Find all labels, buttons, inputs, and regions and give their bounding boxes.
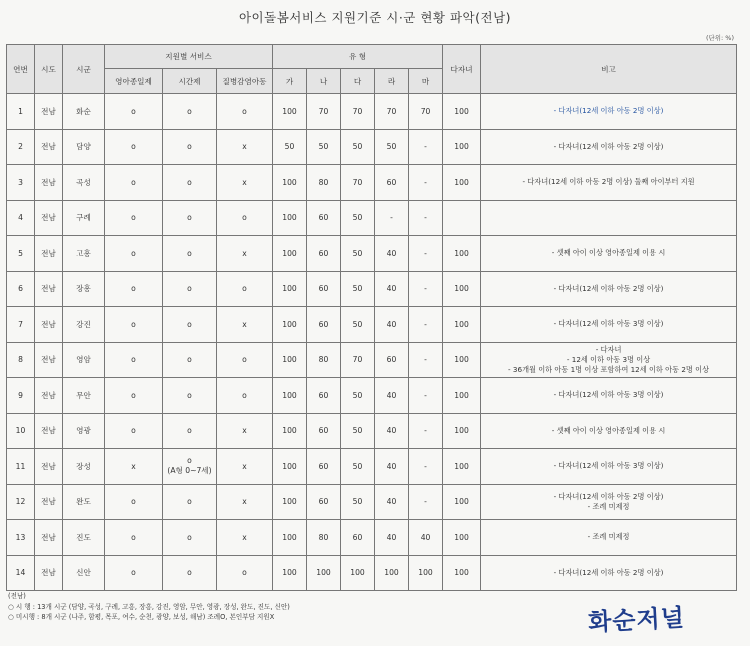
row-note-line: - 다자녀(12세 이하 아동 3명 이상) <box>553 461 664 471</box>
row-type-na: 60 <box>307 236 341 272</box>
row-type-na: 100 <box>307 555 341 591</box>
row-type-ga: 100 <box>273 449 307 485</box>
row-sigun: 진도 <box>63 520 105 556</box>
row-type-ma: 70 <box>409 94 443 130</box>
row-type-na: 60 <box>307 271 341 307</box>
row-note-line: - 다자녀 <box>595 344 622 354</box>
row-note-line: - 12세 이하 아동 3명 이상 <box>566 354 651 364</box>
row-type-na: 70 <box>307 94 341 130</box>
row-type-ma: - <box>409 484 443 520</box>
row-no: 13 <box>7 520 35 556</box>
row-no: 9 <box>7 378 35 414</box>
row-type-da: 50 <box>341 129 375 165</box>
row-no: 8 <box>7 342 35 378</box>
row-no: 14 <box>7 555 35 591</box>
row-type-ga: 100 <box>273 342 307 378</box>
row-type-na: 60 <box>307 378 341 414</box>
row-service-full: o <box>105 94 163 130</box>
table-row <box>7 449 737 485</box>
row-sigun: 영광 <box>63 413 105 449</box>
row-service-full: o <box>105 555 163 591</box>
row-sigun: 강진 <box>63 307 105 343</box>
row-type-ra: 60 <box>375 165 409 201</box>
row-type-na: 60 <box>307 413 341 449</box>
row-no: 1 <box>7 94 35 130</box>
row-service-full: o <box>105 129 163 165</box>
row-note-line: - 조례 미제정 <box>587 501 630 511</box>
row-service-time-mark: o <box>187 456 192 466</box>
row-type-ga: 100 <box>273 378 307 414</box>
row-type-na: 60 <box>307 449 341 485</box>
row-service-full: o <box>105 484 163 520</box>
row-type-ga: 100 <box>273 413 307 449</box>
row-no: 7 <box>7 307 35 343</box>
row-sigun: 담양 <box>63 129 105 165</box>
row-type-ra: 100 <box>375 555 409 591</box>
row-no: 11 <box>7 449 35 485</box>
row-type-ra: 70 <box>375 94 409 130</box>
row-type-ga: 100 <box>273 236 307 272</box>
row-type-da: 50 <box>341 413 375 449</box>
row-note <box>481 342 737 378</box>
row-service-sick: o <box>217 200 273 236</box>
row-sigun: 무안 <box>63 378 105 414</box>
footnote-not-implemented: ○ 미시행 : 8개 시군 (나주, 함평, 목포, 여수, 순천, 광양, 보성, 해남) 조례O, 본인부담 지원X <box>8 613 275 621</box>
row-type-ma: - <box>409 200 443 236</box>
row-service-full: o <box>105 378 163 414</box>
row-dajanyeo: 100 <box>443 94 481 130</box>
row-sigun: 곡성 <box>63 165 105 201</box>
header-dajanyeo: 다자녀 <box>443 45 481 94</box>
header-type-da: 다 <box>341 69 375 94</box>
row-no: 4 <box>7 200 35 236</box>
row-no: 5 <box>7 236 35 272</box>
row-type-ma: - <box>409 165 443 201</box>
header-sigun: 시군 <box>63 45 105 94</box>
row-dajanyeo: 100 <box>443 271 481 307</box>
row-service-time <box>163 449 217 485</box>
header-service-sick: 질병감염아동 <box>217 69 273 94</box>
row-no: 10 <box>7 413 35 449</box>
row-note-line: - 다자녀(12세 이하 아동 2명 이상) <box>553 283 664 293</box>
row-no: 2 <box>7 129 35 165</box>
row-note <box>481 94 737 130</box>
row-dajanyeo: 100 <box>443 165 481 201</box>
row-service-time: o <box>163 520 217 556</box>
row-service-sick: o <box>217 271 273 307</box>
row-note <box>481 236 737 272</box>
table-row <box>7 378 737 414</box>
row-dajanyeo: 100 <box>443 555 481 591</box>
row-sido: 전남 <box>35 555 63 591</box>
row-type-da: 100 <box>341 555 375 591</box>
row-type-na: 80 <box>307 342 341 378</box>
row-sigun: 신안 <box>63 555 105 591</box>
row-type-da: 50 <box>341 484 375 520</box>
row-service-full: o <box>105 236 163 272</box>
row-sido: 전남 <box>35 484 63 520</box>
row-dajanyeo: 100 <box>443 520 481 556</box>
row-note-line: - 다자녀(12세 이하 아동 2명 이상) <box>553 491 664 501</box>
row-type-da: 60 <box>341 520 375 556</box>
row-sido: 전남 <box>35 94 63 130</box>
row-type-ma: - <box>409 307 443 343</box>
table-row <box>7 94 737 130</box>
row-service-time: o <box>163 307 217 343</box>
row-dajanyeo: 100 <box>443 378 481 414</box>
table-row <box>7 200 737 236</box>
row-sido: 전남 <box>35 449 63 485</box>
row-note-line: - 셋째 아이 이상 영아종일제 이용 시 <box>551 248 666 258</box>
row-type-ra: 60 <box>375 342 409 378</box>
header-type-ga: 가 <box>273 69 307 94</box>
table-row <box>7 307 737 343</box>
row-type-na: 80 <box>307 520 341 556</box>
row-sido: 전남 <box>35 413 63 449</box>
row-sido: 전남 <box>35 307 63 343</box>
row-sigun: 완도 <box>63 484 105 520</box>
row-sigun: 영암 <box>63 342 105 378</box>
row-service-sick: o <box>217 342 273 378</box>
header-type-ra: 라 <box>375 69 409 94</box>
row-type-ma: - <box>409 413 443 449</box>
row-sido: 전남 <box>35 200 63 236</box>
row-type-da: 70 <box>341 342 375 378</box>
row-dajanyeo: 100 <box>443 449 481 485</box>
header-service-time: 시간제 <box>163 69 217 94</box>
row-note <box>481 484 737 520</box>
row-sido: 전남 <box>35 165 63 201</box>
row-service-time-note: (A형 0~7세) <box>167 466 212 476</box>
row-note-line: - 다자녀(12세 이하 아동 3명 이상) <box>553 319 664 329</box>
row-service-sick: x <box>217 484 273 520</box>
row-service-full: x <box>105 449 163 485</box>
row-type-na: 60 <box>307 307 341 343</box>
row-type-ra: 40 <box>375 484 409 520</box>
row-service-time: o <box>163 236 217 272</box>
row-dajanyeo: 100 <box>443 342 481 378</box>
row-service-time: o <box>163 484 217 520</box>
row-service-sick: x <box>217 236 273 272</box>
row-note-line: - 다자녀(12세 이하 아동 2명 이상) <box>553 141 664 151</box>
row-no: 3 <box>7 165 35 201</box>
row-note-line: - 다자녀(12세 이하 아동 2명 이상) <box>553 106 664 116</box>
row-type-ma: - <box>409 342 443 378</box>
row-sido: 전남 <box>35 129 63 165</box>
row-service-sick: x <box>217 520 273 556</box>
row-note-line: - 셋째 아이 이상 영아종일제 이용 시 <box>551 425 666 435</box>
row-service-time: o <box>163 413 217 449</box>
row-type-ma: - <box>409 236 443 272</box>
row-type-ra: 40 <box>375 413 409 449</box>
row-service-sick: o <box>217 555 273 591</box>
row-type-ra: 40 <box>375 271 409 307</box>
row-type-ga: 100 <box>273 555 307 591</box>
row-note <box>481 449 737 485</box>
row-type-ma: - <box>409 378 443 414</box>
row-service-time: o <box>163 555 217 591</box>
row-service-full: o <box>105 200 163 236</box>
table-row <box>7 555 737 591</box>
row-note <box>481 271 737 307</box>
table-row <box>7 520 737 556</box>
row-dajanyeo: 100 <box>443 129 481 165</box>
row-service-sick: x <box>217 413 273 449</box>
row-type-ma: 100 <box>409 555 443 591</box>
row-note <box>481 307 737 343</box>
row-note <box>481 129 737 165</box>
row-service-sick: x <box>217 307 273 343</box>
header-service-full: 영아종일제 <box>105 69 163 94</box>
row-service-full: o <box>105 271 163 307</box>
row-type-ra: 40 <box>375 520 409 556</box>
newspaper-signature: 화순저널 <box>587 602 686 637</box>
header-note: 비고 <box>481 45 737 94</box>
row-sido: 전남 <box>35 271 63 307</box>
row-service-time: o <box>163 271 217 307</box>
row-type-ra: - <box>375 200 409 236</box>
row-dajanyeo: 100 <box>443 236 481 272</box>
row-service-time: o <box>163 129 217 165</box>
header-type-group: 유 형 <box>273 45 443 69</box>
row-note-line: - 다자녀(12세 이하 아동 2명 이상) <box>553 567 664 577</box>
footnote-implemented: ○ 시 행 : 13개 시군 (담양, 곡성, 구례, 고흥, 장흥, 강진, 영암, 무안, 영광, 장성, 완도, 진도, 신안) <box>8 602 290 611</box>
row-type-ma: - <box>409 449 443 485</box>
row-sido: 전남 <box>35 378 63 414</box>
row-sigun: 구례 <box>63 200 105 236</box>
row-type-ra: 40 <box>375 307 409 343</box>
row-type-ga: 100 <box>273 165 307 201</box>
row-sido: 전남 <box>35 236 63 272</box>
row-sido: 전남 <box>35 520 63 556</box>
row-sigun: 화순 <box>63 94 105 130</box>
document-title: 아이돌봄서비스 지원기준 시·군 현황 파악(전남) <box>238 10 512 25</box>
row-note <box>481 200 737 236</box>
row-service-time: o <box>163 94 217 130</box>
row-type-na: 80 <box>307 165 341 201</box>
row-note-line: - 조례 미제정 <box>587 532 630 542</box>
row-service-full: o <box>105 520 163 556</box>
row-note <box>481 413 737 449</box>
footnote-region: (전남) <box>8 592 26 600</box>
row-service-full: o <box>105 413 163 449</box>
row-type-da: 70 <box>341 94 375 130</box>
row-type-da: 50 <box>341 200 375 236</box>
row-service-full: o <box>105 307 163 343</box>
row-service-sick: x <box>217 165 273 201</box>
header-sido: 시도 <box>35 45 63 94</box>
row-note-line: - 36개월 이하 아동 1명 이상 포함하여 12세 이하 아동 2명 이상 <box>508 364 710 374</box>
table-row <box>7 236 737 272</box>
row-type-da: 50 <box>341 378 375 414</box>
row-type-ma: - <box>409 271 443 307</box>
header-service-group: 지원별 서비스 <box>105 45 273 69</box>
row-sigun: 장흥 <box>63 271 105 307</box>
row-type-ga: 100 <box>273 520 307 556</box>
row-service-sick: x <box>217 129 273 165</box>
row-type-ga: 100 <box>273 200 307 236</box>
row-service-sick: o <box>217 378 273 414</box>
row-type-ra: 50 <box>375 129 409 165</box>
row-service-full: o <box>105 342 163 378</box>
table-row <box>7 129 737 165</box>
row-dajanyeo <box>443 200 481 236</box>
row-type-ga: 50 <box>273 129 307 165</box>
row-type-ma: - <box>409 129 443 165</box>
table-body <box>7 94 737 591</box>
row-note <box>481 378 737 414</box>
row-sigun: 고흥 <box>63 236 105 272</box>
row-no: 12 <box>7 484 35 520</box>
row-dajanyeo: 100 <box>443 307 481 343</box>
support-criteria-table <box>6 44 737 591</box>
row-service-time: o <box>163 165 217 201</box>
table-row <box>7 484 737 520</box>
row-note-line: - 다자녀(12세 이하 아동 3명 이상) <box>553 390 664 400</box>
row-type-ra: 40 <box>375 449 409 485</box>
row-type-ga: 100 <box>273 271 307 307</box>
row-dajanyeo: 100 <box>443 413 481 449</box>
row-service-time: o <box>163 200 217 236</box>
table-row <box>7 271 737 307</box>
row-service-time: o <box>163 342 217 378</box>
footnotes <box>8 591 290 623</box>
row-service-sick: o <box>217 94 273 130</box>
row-type-ga: 100 <box>273 94 307 130</box>
row-note <box>481 555 737 591</box>
row-type-na: 60 <box>307 484 341 520</box>
row-type-ga: 100 <box>273 484 307 520</box>
row-type-ga: 100 <box>273 307 307 343</box>
row-type-ra: 40 <box>375 236 409 272</box>
row-type-da: 50 <box>341 236 375 272</box>
header-type-ma: 마 <box>409 69 443 94</box>
row-type-ma: 40 <box>409 520 443 556</box>
table-row <box>7 342 737 378</box>
row-service-time: o <box>163 378 217 414</box>
row-note <box>481 165 737 201</box>
row-note <box>481 520 737 556</box>
row-type-da: 50 <box>341 271 375 307</box>
row-no: 6 <box>7 271 35 307</box>
row-service-full: o <box>105 165 163 201</box>
row-type-na: 60 <box>307 200 341 236</box>
row-note-line: - 다자녀(12세 이하 아동 2명 이상) 둘째 아이부터 지원 <box>522 177 695 187</box>
row-dajanyeo: 100 <box>443 484 481 520</box>
row-service-sick: x <box>217 449 273 485</box>
row-type-da: 50 <box>341 307 375 343</box>
header-no: 연번 <box>7 45 35 94</box>
unit-label: (단위: %) <box>705 34 734 42</box>
row-type-da: 70 <box>341 165 375 201</box>
table-row <box>7 165 737 201</box>
row-sigun: 장성 <box>63 449 105 485</box>
row-type-da: 50 <box>341 449 375 485</box>
header-type-na: 나 <box>307 69 341 94</box>
row-type-ra: 40 <box>375 378 409 414</box>
table-row <box>7 413 737 449</box>
row-type-na: 50 <box>307 129 341 165</box>
row-sido: 전남 <box>35 342 63 378</box>
